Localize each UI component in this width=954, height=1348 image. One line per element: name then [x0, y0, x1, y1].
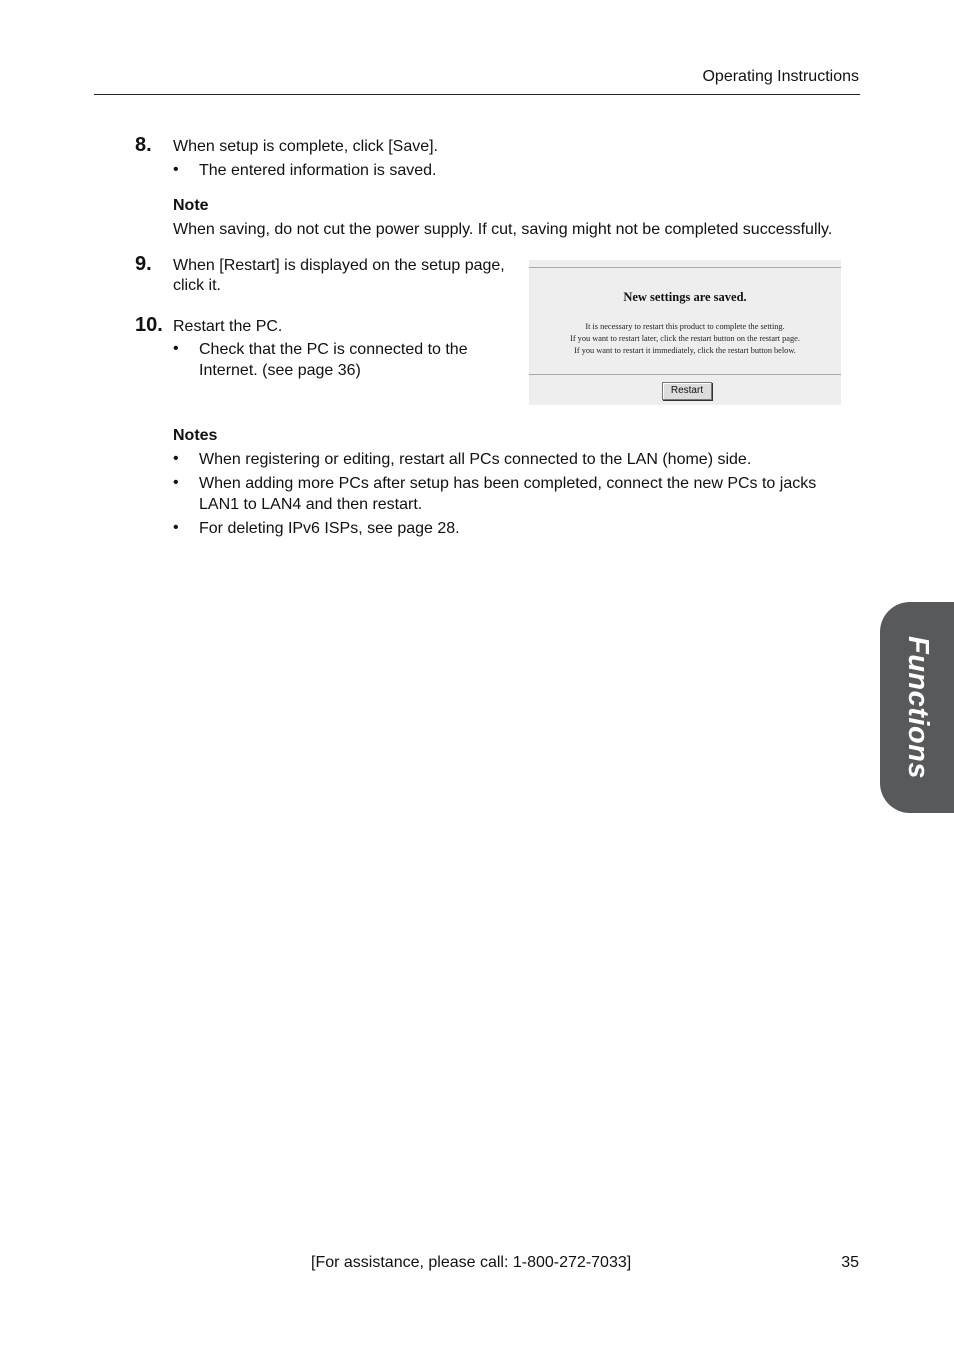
section-side-tab-label-wrap	[878, 602, 954, 813]
step-10-bullet-line2: Internet. (see page 36)	[199, 362, 361, 379]
screenshot-bottom-divider	[529, 374, 841, 375]
step-9-text-line2: click it.	[173, 277, 221, 294]
notes-item-3: For deleting IPv6 ISPs, see page 28.	[199, 520, 460, 537]
note-text: When saving, do not cut the power supply. If cut, saving might not be completed successfully.	[173, 221, 833, 238]
section-side-tab-label: Functions	[902, 635, 935, 780]
step-9-text-line1: When [Restart] is displayed on the setup page,	[173, 257, 505, 274]
bullet-icon: •	[173, 450, 179, 467]
bullet-icon: •	[173, 161, 179, 178]
screenshot-message-line1: It is necessary to restart this product to complete the setting.	[585, 322, 785, 331]
restart-page-screenshot	[529, 260, 841, 405]
note-heading: Note	[173, 197, 209, 214]
step-10-text: Restart the PC.	[173, 318, 283, 335]
bullet-icon: •	[173, 340, 179, 357]
bullet-icon: •	[173, 474, 179, 491]
step-8-text: When setup is complete, click [Save].	[173, 138, 438, 155]
screenshot-top-divider	[529, 267, 841, 268]
notes-heading: Notes	[173, 427, 218, 444]
restart-button[interactable]: Restart	[662, 382, 712, 400]
bullet-icon: •	[173, 519, 179, 536]
notes-item-1: When registering or editing, restart all PCs connected to the LAN (home) side.	[199, 451, 752, 468]
step-10-bullet-line1: Check that the PC is connected to the	[199, 341, 468, 358]
notes-item-2-line1: When adding more PCs after setup has been completed, connect the new PCs to jacks	[199, 475, 817, 492]
step-8-number: 8.	[135, 134, 152, 156]
step-8-bullet: The entered information is saved.	[199, 162, 437, 179]
footer-assistance: [For assistance, please call: 1-800-272-7033]	[311, 1254, 632, 1271]
step-10-number: 10.	[135, 314, 163, 336]
header-divider	[94, 94, 860, 95]
header-title: Operating Instructions	[702, 68, 859, 85]
screenshot-title: New settings are saved.	[623, 290, 747, 304]
step-9-number: 9.	[135, 253, 152, 275]
notes-item-2-line2: LAN1 to LAN4 and then restart.	[199, 496, 423, 513]
screenshot-message-line2: If you want to restart later, click the restart button on the restart page.	[570, 334, 800, 343]
page-number: 35	[841, 1254, 859, 1271]
screenshot-message-line3: If you want to restart it immediately, click the restart button below.	[574, 346, 796, 355]
